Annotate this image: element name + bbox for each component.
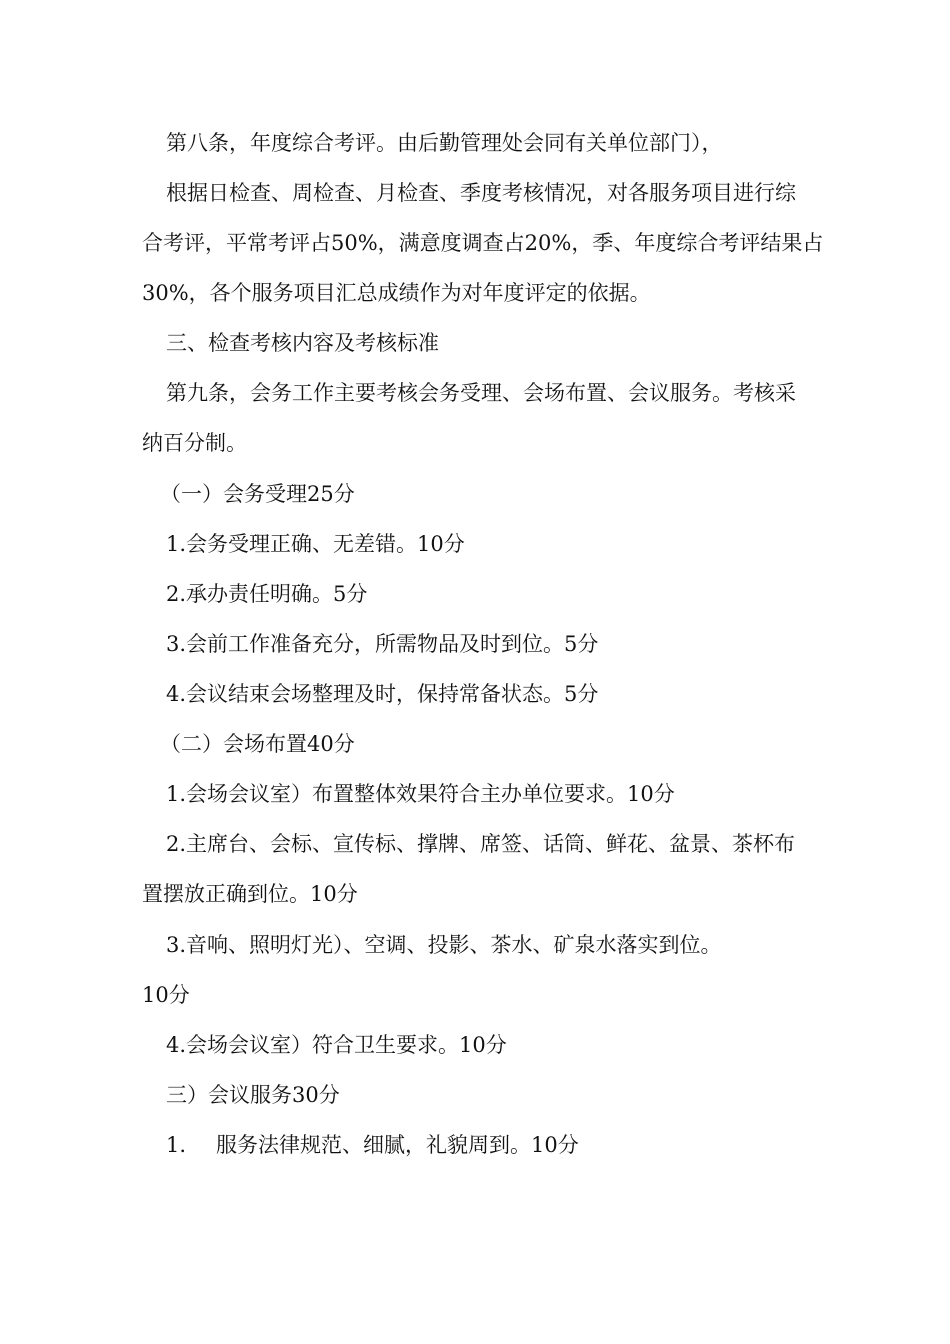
list-item-service-1 — [166, 1132, 579, 1158]
list-item-venue-4: 4.会场会议室）符合卫生要求。10分 — [166, 1033, 507, 1057]
list-item-acceptance-1: 1.会务受理正确、无差错。10分 — [166, 532, 465, 556]
subheading-meeting-acceptance: （一）会务受理25分 — [160, 482, 355, 506]
list-item-acceptance-4: 4.会议结束会场整理及时，保持常备状态。5分 — [166, 682, 599, 706]
list-item-venue-2-line-1: 2.主席台、会标、宣传标、撑牌、席签、话筒、鲜花、盆景、茶杯布 — [166, 832, 796, 856]
list-item-acceptance-3: 3.会前工作准备充分，所需物品及时到位。5分 — [166, 632, 599, 656]
paragraph-article-8-line-4: 30%，各个服务项目汇总成绩作为对年度评定的依据。 — [142, 281, 651, 305]
paragraph-article-8-line-2: 根据日检查、周检查、月检查、季度考核情况，对各服务项目进行综 — [166, 181, 796, 205]
list-item-venue-1: 1.会场会议室）布置整体效果符合主办单位要求。10分 — [166, 782, 675, 806]
paragraph-article-9-line-2: 纳百分制。 — [142, 431, 247, 455]
paragraph-article-9-line-1: 第九条，会务工作主要考核会务受理、会场布置、会议服务。考核采 — [166, 381, 796, 405]
list-item-acceptance-2: 2.承办责任明确。5分 — [166, 582, 368, 606]
list-item-venue-3-line-2: 10分 — [142, 983, 190, 1007]
section-heading-3: 三、检查考核内容及考核标准 — [166, 331, 439, 355]
list-item-text: 服务法律规范、细腻，礼貌周到。10分 — [216, 1133, 579, 1157]
subheading-meeting-service: 三）会议服务30分 — [166, 1083, 340, 1107]
list-item-number: 1. — [166, 1133, 187, 1157]
paragraph-article-8-line-3: 合考评，平常考评占50%，满意度调查占20%，季、年度综合考评结果占 — [142, 231, 824, 255]
paragraph-article-8-line-1: 第八条，年度综合考评。由后勤管理处会同有关单位部门）， — [166, 131, 723, 155]
list-item-venue-3-line-1: 3.音响、照明灯光）、空调、投影、茶水、矿泉水落实到位。 — [166, 933, 722, 957]
subheading-venue-setup: （二）会场布置40分 — [160, 732, 355, 756]
list-item-venue-2-line-2: 置摆放正确到位。10分 — [142, 882, 358, 906]
